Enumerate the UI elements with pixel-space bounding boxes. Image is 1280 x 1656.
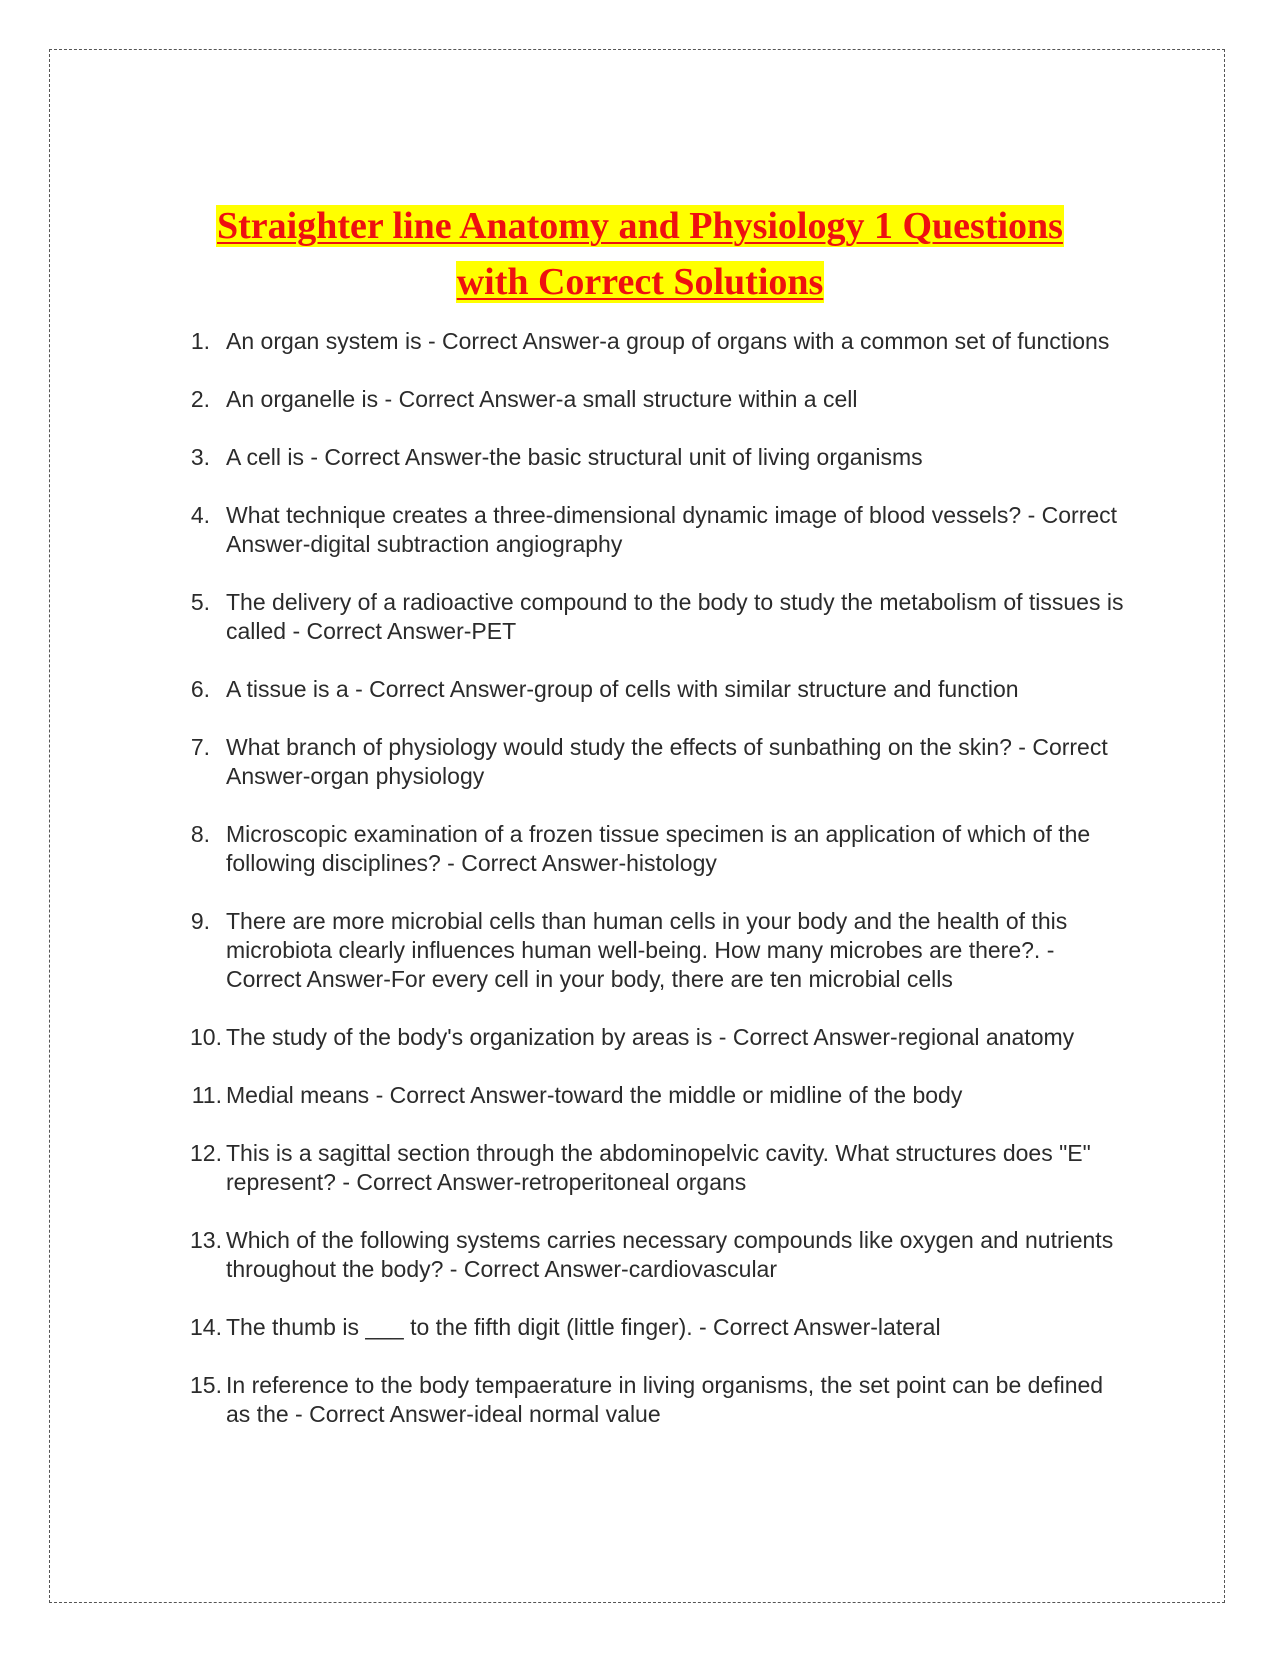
question-text: Microscopic examination of a frozen tissue specimen is an application of which of the following disciplines? - Correct Answer-histology <box>226 821 1091 876</box>
question-item <box>170 1226 1130 1284</box>
question-number: 2. <box>190 386 210 412</box>
title-line-1: Straighter line Anatomy and Physiology 1 Questions <box>217 205 1063 247</box>
question-text: An organ system is - Correct Answer-a group of organs with a common set of functions <box>226 328 1110 354</box>
document-title <box>100 202 1180 314</box>
question-number: 10. <box>190 1024 222 1050</box>
question-number: 8. <box>190 821 210 847</box>
question-number: 7. <box>190 734 210 760</box>
question-item <box>170 1139 1130 1197</box>
question-item <box>170 1081 1130 1110</box>
question-item <box>170 588 1130 646</box>
question-number: 5. <box>190 589 210 615</box>
question-number: 9. <box>190 908 210 934</box>
question-text: An organelle is - Correct Answer-a small structure within a cell <box>226 386 858 412</box>
question-text: The study of the body's organization by areas is - Correct Answer-regional anatomy <box>226 1024 1075 1050</box>
question-text: This is a sagittal section through the abdominopelvic cavity. What structures does "E" represent? - Correct Answer-retroperitoneal organs <box>226 1140 1091 1195</box>
question-item <box>170 675 1130 704</box>
question-list <box>170 327 1130 1458</box>
question-text: The thumb is ___ to the fifth digit (little finger). - Correct Answer-lateral <box>226 1314 941 1340</box>
question-number: 13. <box>190 1227 222 1253</box>
title-line-2: with Correct Solutions <box>456 261 824 303</box>
question-text: What technique creates a three-dimensional dynamic image of blood vessels? - Correct Answer-digital subtraction angiography <box>226 502 1118 557</box>
question-number: 14. <box>190 1314 222 1340</box>
question-number: 6. <box>190 676 210 702</box>
question-text: Which of the following systems carries necessary compounds like oxygen and nutrients throughout the body? - Correct Answer-cardiovascular <box>226 1227 1114 1282</box>
question-number: 1. <box>190 328 210 354</box>
question-text: A cell is - Correct Answer-the basic structural unit of living organisms <box>226 444 923 470</box>
question-number: 11. <box>191 1082 222 1108</box>
question-number: 15. <box>190 1372 222 1398</box>
question-text: A tissue is a - Correct Answer-group of cells with similar structure and function <box>226 676 1019 702</box>
question-number: 4. <box>190 502 210 528</box>
question-text: In reference to the body tempaerature in living organisms, the set point can be defined as the - Correct Answer-ideal normal value <box>226 1372 1104 1427</box>
question-item <box>170 385 1130 414</box>
question-item <box>170 820 1130 878</box>
question-item <box>170 443 1130 472</box>
question-number: 3. <box>190 444 210 470</box>
question-item <box>170 1371 1130 1429</box>
question-item <box>170 1023 1130 1052</box>
question-item <box>170 733 1130 791</box>
question-item <box>170 1313 1130 1342</box>
question-item <box>170 907 1130 994</box>
question-text: Medial means - Correct Answer-toward the middle or midline of the body <box>226 1082 963 1108</box>
question-text: The delivery of a radioactive compound to the body to study the metabolism of tissues is called - Correct Answer-PET <box>226 589 1124 644</box>
question-number: 12. <box>190 1140 222 1166</box>
question-item <box>170 327 1130 356</box>
question-text: What branch of physiology would study the effects of sunbathing on the skin? - Correct Answer-organ physiology <box>226 734 1108 789</box>
question-text: There are more microbial cells than human cells in your body and the health of this microbiota clearly influences human well-being. How many microbes are there?. - Correct Answer-For every cell in your body, there are ten microbial cells <box>226 908 1068 992</box>
question-item <box>170 501 1130 559</box>
